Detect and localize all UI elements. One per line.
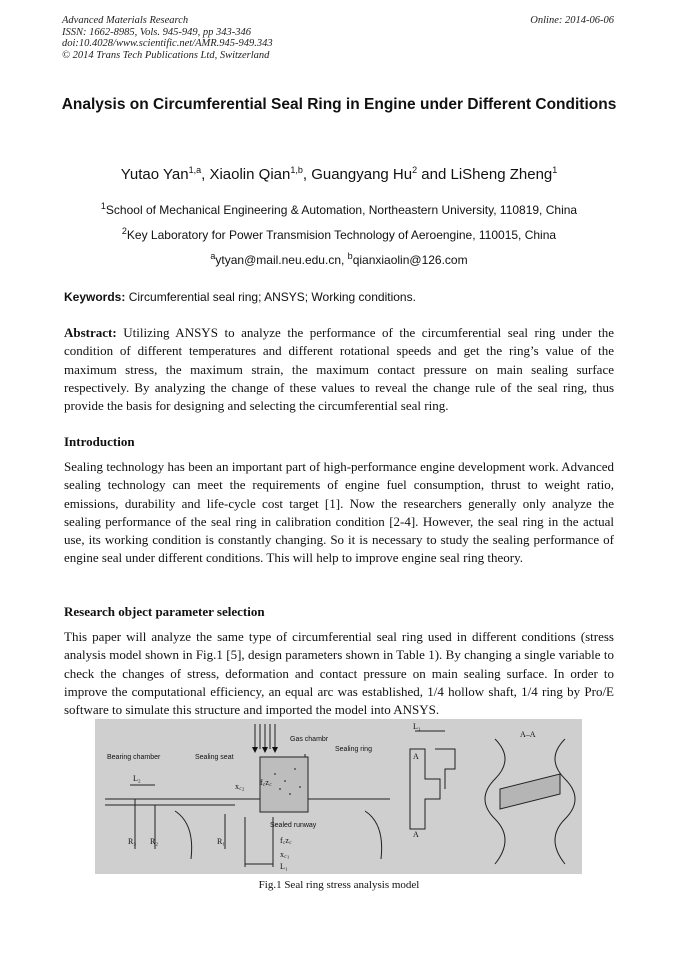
label-sealing-ring: Sealing ring [335,746,372,753]
label-fzc2: f꜀z꜀ [280,836,292,845]
author-sep: and [417,166,451,183]
label-a-top: A [413,752,419,761]
label-xc2: x꜀₂ [235,782,245,791]
label-l1-top: L₁ [413,722,421,731]
email-mark: b [347,251,353,261]
author-name: Yutao Yan [120,166,189,183]
email-line [40,253,638,267]
label-section-aa: A–A [520,730,536,739]
affiliation-text: School of Mechanical Engineering & Automation, Northeastern University, 110819, China [105,203,578,217]
label-r3: R₃ [128,837,137,846]
author-sep: , [302,166,312,183]
intro-paragraph: Sealing technology has been an important part of high-performance engine development work. Advanced sealing technology can meet the requirements of engine fuel consumption, thrust to weight ratio, emissions, durability and life-cycle cost target [1]. Now the researchers generally only analyze the sealing performance of the seal ring in calibration condition [2-4]. However, the seal ring in the actual use, its working condition is constantly changing. So it is necessary to study the sealing performance of engine seal under different conditions. This will help to improve engine seal ring theory. [64,459,614,566]
label-xc1: x꜀₁ [280,850,290,859]
figure-caption: Fig.1 Seal ring stress analysis model [258,879,420,891]
email-mark: a [210,251,216,261]
journal-header [62,15,273,61]
author-sep: , [201,166,210,183]
journal-name: Advanced Materials Research [62,15,189,26]
doi: doi:10.4028/www.scientific.net/AMR.945-949.343 [62,38,273,49]
research-paragraph: This paper will analyze the same type of circumferential seal ring used in different conditions (stress analysis model shown in Fig.1 [5], design parameters shown in Table 1). By changing a single variable to check the changes of stress, deformation and contact pressure on main sealing surface. In order to improve the computational efficiency, an equal arc was established, 1/4 hollow shaft, 1/4 ring by Pro/E software to simulate this structure and imported the model into ANSYS. [64,629,614,718]
author-sup: 1,b [290,165,303,175]
issn: ISSN: 1662-8985, Vols. 945-949, pp 343-346 [62,26,251,38]
label-r1: R₁ [217,837,226,846]
figure-1 [95,719,582,874]
affiliation-mark: 2 [121,226,127,236]
abstract-text: Utilizing ANSYS to analyze the performance of the circumferential seal ring under the condition of different temperatures and different rotational speeds and get the ring’s value of the maximum stress, the maximum strain, the maximum contact pressure on main sealing surface respectively. By analyzing the change of these values to reveal the change rule of the seal ring, thus provide the basis for designing and selecting the circumferential seal ring. [64,325,614,414]
label-bearing-chamber: Bearing chamber [107,754,161,761]
research-heading: Research object parameter selection [64,604,265,619]
affiliation-text: Key Laboratory for Power Transmision Technology of Aeroengine, 110015, China [126,228,557,242]
label-fzc: f꜀z꜀ [260,778,272,787]
label-r2: R₂ [150,837,159,846]
affiliation-1 [40,203,638,217]
author-name: Guangyang Hu [311,166,413,183]
author-sup: 1,a [188,165,202,175]
keywords [64,290,614,304]
keywords-text: Circumferential seal ring; ANSYS; Working conditions. [125,290,416,304]
online-date: Online: 2014-06-06 [530,15,614,26]
copyright: © 2014 Trans Tech Publications Ltd, Switzerland [62,49,270,61]
email-a: ytyan@mail.neu.edu.cn, [215,253,348,267]
author-list [40,166,638,183]
label-sealed-runway: Sealed runway [270,822,317,829]
abstract-label: Abstract: [64,325,117,340]
author-sup: 2 [412,165,418,175]
keywords-label: Keywords: [64,290,126,304]
author-name: LiSheng Zheng [450,166,553,183]
paper-title: Analysis on Circumferential Seal Ring in Engine under Different Conditions [61,96,617,113]
label-sealing-seat: Sealing seat [195,754,234,761]
label-gas-chamber: Gas chambr [290,736,329,743]
intro-heading: Introduction [64,434,135,449]
label-l1: L₁ [280,862,288,871]
author-sup: 1 [552,165,558,175]
abstract [64,324,614,415]
label-l2: L₂ [133,774,141,783]
author-name: Xiaolin Qian [209,166,291,183]
affiliation-2 [40,228,638,242]
affiliation-mark: 1 [100,201,106,211]
seal-ring-diagram [95,719,582,874]
label-a-bottom: A [413,830,419,839]
email-b: qianxiaolin@126.com [352,253,468,267]
